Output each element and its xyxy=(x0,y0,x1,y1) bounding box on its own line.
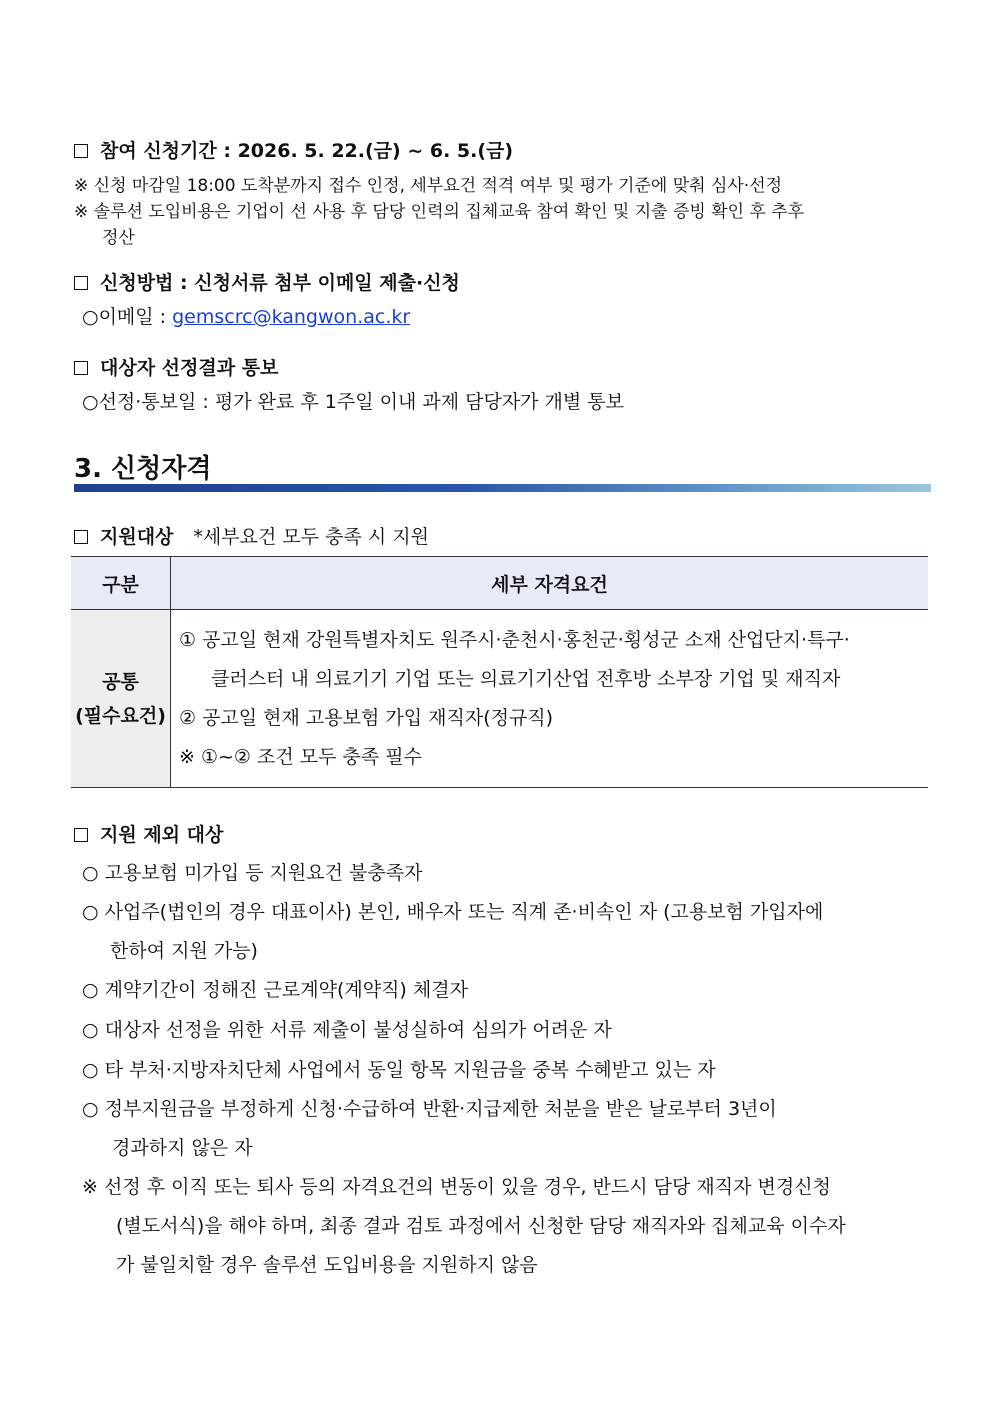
list-item-cont: 한하여 지원 가능) xyxy=(110,940,258,962)
col-header-detail: 세부 자격요건 xyxy=(171,557,929,610)
checkbox-square-icon xyxy=(74,144,88,158)
requirement-line: 클러스터 내 의료기기 기업 또는 의료기기산업 전후방 소부장 기업 및 재직자 xyxy=(211,668,841,690)
section-heading-result: 대상자 선정결과 통보 xyxy=(74,353,278,380)
checkbox-square-icon xyxy=(74,361,88,375)
chapter-title: 3. 신청자격 xyxy=(74,454,212,484)
checkbox-square-icon xyxy=(74,828,88,842)
email-link[interactable]: gemscrc@kangwon.ac.kr xyxy=(172,306,411,328)
list-item-cont: 경과하지 않은 자 xyxy=(112,1137,253,1159)
table-row xyxy=(71,610,928,788)
requirement-line: ① 공고일 현재 강원특별자치도 원주시·춘천시·홍천군·횡성군 소재 산업단지·특구· xyxy=(179,629,850,651)
section-heading-support: 지원대상 *세부요건 모두 충족 시 지원 xyxy=(74,522,429,549)
col-header-category: 구분 xyxy=(71,557,171,610)
section-heading-exclusion: 지원 제외 대상 xyxy=(74,820,223,847)
table-header-row xyxy=(71,557,928,610)
list-item: ○ 타 부처·지방자치단체 사업에서 동일 항목 지원금을 중복 수혜받고 있는 자 xyxy=(82,1059,716,1081)
section-heading-period: 참여 신청기간 : 2026. 5. 22.(금) ~ 6. 5.(금) xyxy=(74,136,513,163)
checkbox-square-icon xyxy=(74,530,88,544)
note-cost-cont: 정산 xyxy=(102,228,135,248)
list-item: ○ 계약기간이 정해진 근로계약(계약직) 체결자 xyxy=(82,979,468,1001)
category-cell: 공통 (필수요건) xyxy=(71,610,171,788)
requirements-table xyxy=(71,556,928,788)
exclusion-note: ※ 선정 후 이직 또는 퇴사 등의 자격요건의 변동이 있을 경우, 반드시 담당 재직자 변경신청 xyxy=(82,1176,831,1198)
note-deadline: ※ 신청 마감일 18:00 도착분까지 접수 인정, 세부요건 적격 여부 및 평가 기준에 맞춰 심사·선정 xyxy=(74,176,783,196)
detail-cell xyxy=(171,610,929,788)
exclusion-note-cont: 가 불일치할 경우 솔루션 도입비용을 지원하지 않음 xyxy=(116,1254,538,1276)
result-notice-line: ○선정·통보일 : 평가 완료 후 1주일 이내 과제 담당자가 개별 통보 xyxy=(82,391,625,413)
title-underline-bar xyxy=(74,484,931,492)
list-item: ○ 대상자 선정을 위한 서류 제출이 불성실하여 심의가 어려운 자 xyxy=(82,1019,612,1041)
exclusion-note-cont: (별도서식)을 해야 하며, 최종 결과 검토 과정에서 신청한 담당 재직자와 집체교육 이수자 xyxy=(116,1215,846,1237)
list-item: ○ 사업주(법인의 경우 대표이사) 본인, 배우자 또는 직계 존·비속인 자 (고용보험 가입자에 xyxy=(82,901,824,923)
section-heading-method: 신청방법 : 신청서류 첨부 이메일 제출·신청 xyxy=(74,268,460,295)
checkbox-square-icon xyxy=(74,276,88,290)
requirement-line: ② 공고일 현재 고용보험 가입 재직자(정규직) xyxy=(179,707,554,729)
note-cost: ※ 솔루션 도입비용은 기업이 선 사용 후 담당 인력의 집체교육 참여 확인 및 지출 증빙 확인 후 추후 xyxy=(74,202,805,222)
list-item: ○ 정부지원금을 부정하게 신청·수급하여 반환·지급제한 처분을 받은 날로부터 3년이 xyxy=(82,1098,777,1120)
email-line: ○이메일 : gemscrc@kangwon.ac.kr xyxy=(82,306,411,328)
list-item: ○ 고용보험 미가입 등 지원요건 불충족자 xyxy=(82,862,423,884)
requirement-line: ※ ①~② 조건 모두 충족 필수 xyxy=(179,746,422,768)
